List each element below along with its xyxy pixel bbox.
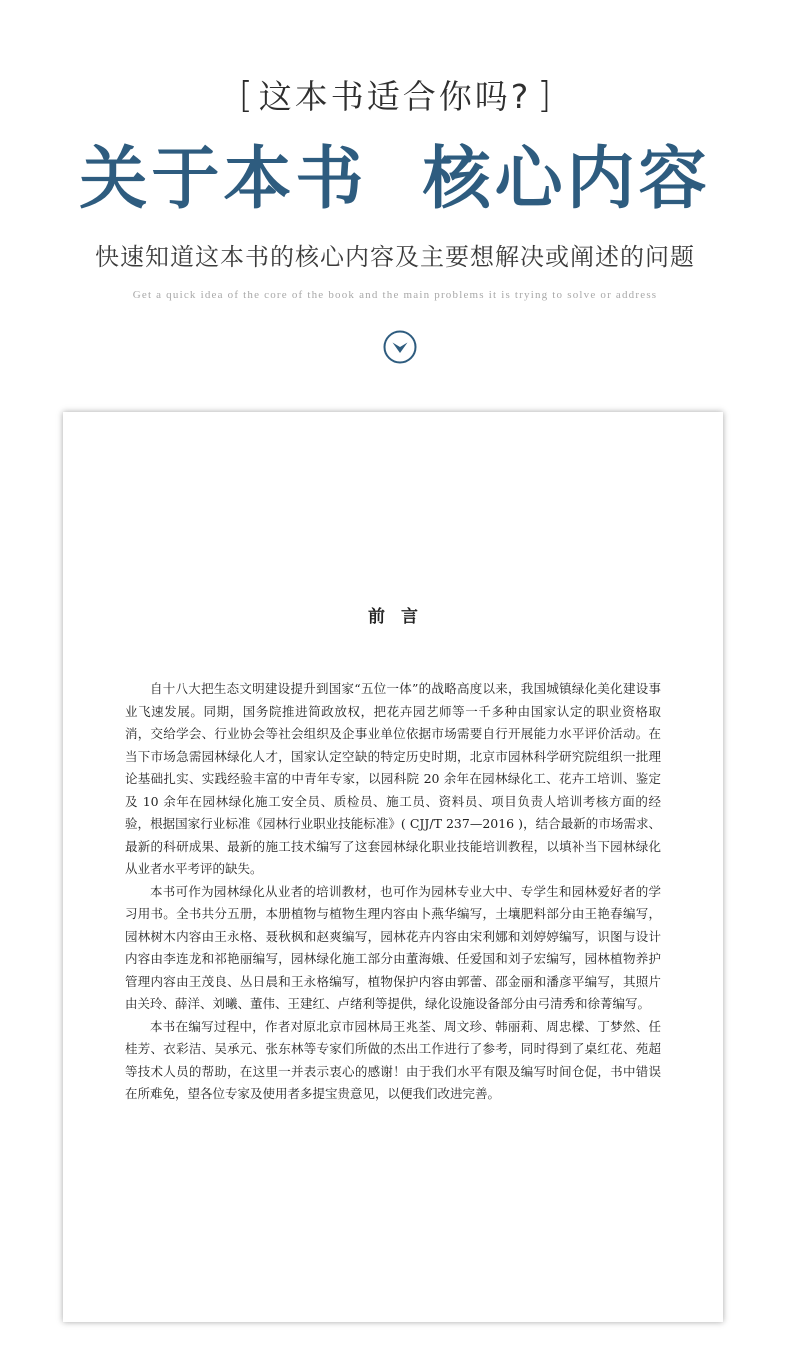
preface-paragraph: 自十八大把生态文明建设提升到国家“五位一体”的战略高度以来，我国城镇绿化美化建设事业飞速发展。同期，国务院推进简政放权，把花卉园艺师等一千多种由国家认定的职业资格取消，交给学会、行业协会等社会组织及企事业单位依据市场需要自行开展能力水平评价活动。在当下市场急需园林绿化人才，国家认定空缺的特定历史时期，北京市园林科学研究院组织一批理论基础扎实、实践经验丰富的中青年专家，以园科院 20 余年在园林绿化工、花卉工培训、鉴定及 10 余年在园林绿化施工安全员、质检员、施工员、资料员、项目负责人培训考核方面的经验，根据国家行业标准《园林行业职业技能标准》( CJJ/T 237—2016 )，结合最新的市场需求、最新的科研成果、最新的施工技术编写了这套园林绿化职业技能培训教程，以填补当下园林绿化从业者水平考评的缺失。 (125, 681, 661, 876)
chevron-down-circle-icon (383, 330, 417, 364)
preface-title: 前言 (368, 607, 434, 627)
english-description: Get a quick idea of the core of the book and the main problems it is trying to solve or address (132, 289, 658, 301)
book-page (63, 412, 723, 1322)
subtitle-row (0, 75, 790, 116)
description: 快速知道这本书的核心内容及主要想解决或阐述的问题 (95, 243, 695, 271)
main-title: 关于本书 核心内容 (79, 139, 711, 219)
preface-paragraph: 本书可作为园林绿化从业者的培训教材，也可作为园林专业大中、专学生和园林爱好者的学习用书。全书共分五册，本册植物与植物生理内容由卜燕华编写，土壤肥料部分由王艳春编写，园林树木内容由王永格、聂秋枫和赵爽编写，园林花卉内容由宋利娜和刘婷婷编写，识图与设计内容由李连龙和祁艳丽编写，园林绿化施工部分由董海娥、任爱国和刘子宏编写，园林植物养护管理内容由王茂良、丛日晨和王永格编写，植物保护内容由郭蕾、邵金丽和潘彦平编写，其照片由关玲、薛洋、刘曦、董伟、王建红、卢绪利等提供，绿化设施设备部分由弓清秀和徐菁编写。 (125, 883, 661, 1011)
left-bracket: [ (238, 75, 253, 116)
subtitle: 这本书适合你吗? (258, 76, 532, 116)
preface-paragraph: 本书在编写过程中，作者对原北京市园林局王兆荃、周文珍、韩丽莉、周忠樑、丁梦然、任桂芳、衣彩洁、吴承元、张东林等专家们所做的杰出工作进行了参考，同时得到了桌红花、苑超等技术人员的帮助，在这里一并表示衷心的感谢！由于我们水平有限及编写时间仓促，书中错误在所难免，望各位专家及使用者多提宝贵意见，以便我们改进完善。 (125, 1018, 661, 1101)
preface-body (125, 678, 661, 1106)
right-bracket: ] (537, 75, 552, 116)
